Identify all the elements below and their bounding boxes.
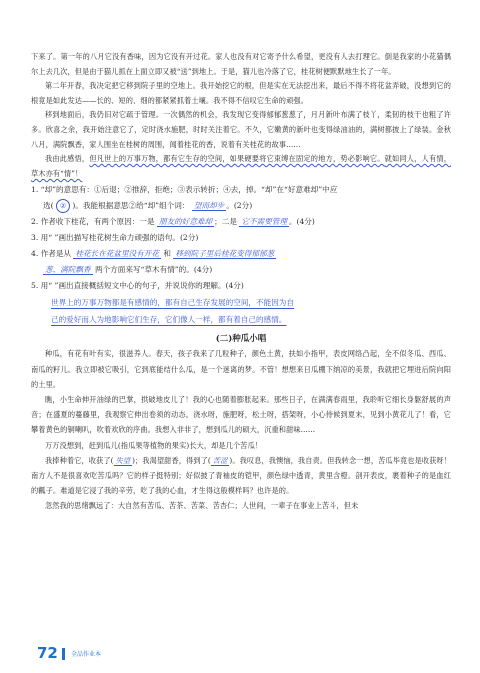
question-2-text: 作者收下桂花，有两个原因：一是 [40, 217, 155, 227]
question-1-text: “却”的意思有：①后退；②推辞，拒绝；③表示转折；④去，掉。“却”在“好意难却”中应 [40, 185, 338, 195]
question-2-mid: ；二是 [214, 217, 237, 227]
passage2-paragraph-3: 万万没想到，赶到瓜儿(指瓜果等植物的果实)长大，却是几个苦瓜！ [45, 440, 263, 450]
question-4-answer-2[interactable]: 移到院子里后桂花变得郁郁葱 [175, 249, 275, 259]
passage1-paragraph-3: 移到地面后，我仍旧对它疏于管理。一次偶然的机会，我发现它变得郁郁葱葱了，月月新叶布满了枝丫，柔韧的枝干也粗了许多。欣喜之余，我开始注意它了，定时浇水施肥，时时关注着它。不久，它嫩黄的新叶也变得绿油油的，满树都披上了绿装。金秋八月，满院飘香，家人围坐在桂树的周围，闻着桂花的香，说着有关桂花的故事…… [31, 110, 451, 149]
page-content [31, 50, 451, 514]
question-3-text: 用“ ”画出描写桂花树生命力顽强的语句。(2分) [40, 233, 199, 243]
question-3 [31, 230, 451, 246]
footer-label: 全品作业本 [71, 651, 102, 658]
question-5-number: 5. [31, 281, 39, 291]
central-sentence-wavy: 但凡世上的万事万物，都有它生存的空间，如果硬要将它束缚在固定的地方，势必影响它。 [89, 154, 385, 164]
question-1-points: 。(2分) [226, 201, 253, 211]
question-5 [31, 278, 451, 294]
question-1-choice-suffix: )。我能根据意思②给“却”组个词： [72, 201, 190, 211]
passage2-answer-2[interactable]: 苦涩 [212, 455, 228, 465]
central-sentence-end: 就如同人，人有情，草木亦有“情”！ [31, 154, 451, 178]
question-5-answer-line-1[interactable]: 世界上的万事万物都是有感情的，都有自己生存发展的空间，不能因为自 [51, 298, 294, 308]
passage2-paragraph-2: 瞧，小生命伸开油绿的巴掌，拱破地皮儿了！我的心也随着膨胀起来。那些日子，在满满春雨里，我聆听它细长身躯舒展的声音；在盛夏的蔓藤里，我观察它伸出卷须的动态。浇水呀，施肥呀，松土呀，搭架呀，小心侍候到夏末，见到小黄花儿了！看，它攀着黄色的铜喇叭，吹着欢欣的序曲。我想入非非了，想到瓜儿的硕大，沉重和甜味…… [31, 394, 451, 435]
question-4-number: 4. [31, 249, 39, 259]
page-number: 72 [37, 644, 58, 662]
question-1-answer-word[interactable]: 望而却步 [193, 201, 225, 211]
question-5-answer-line-2[interactable]: 己的爱好而人为地影响它们生存，它们像人一样，都有着自己的感情。 [51, 315, 287, 325]
section-title: (二)种瓜小唱 [215, 334, 267, 345]
question-4-mid: 和 [163, 249, 172, 259]
question-2 [31, 214, 451, 230]
question-4 [31, 246, 451, 262]
question-4-text: 作者是从 [40, 249, 72, 259]
footer-divider [62, 648, 65, 660]
passage2-paragraph-4 [31, 453, 451, 499]
question-4-line2 [31, 262, 451, 278]
question-1-line2 [31, 198, 451, 214]
question-4-answer-1[interactable]: 桂花长在花盆里没有开花 [75, 249, 159, 259]
page-footer [0, 644, 480, 664]
passage2-answer-1[interactable]: 失望 [115, 455, 131, 465]
p4-intro: 我由此感悟， [45, 154, 90, 164]
question-1-answer-choice[interactable]: ② [56, 199, 70, 213]
question-1-number: 1. [31, 185, 39, 195]
passage1-paragraph-2-text: 第二年开春，我决定把它移到院子里的空地上。我开始挖它的根，但是实在无法挖出来，最后不得不将花盆弄破，没想到它的根竟是如此发达——长的、短的、细的都紧紧抓着土壤。我不得不信叹它生命的顽强。 [31, 81, 451, 105]
question-4-answer-2-cont[interactable]: 葱、满院飘香 [45, 265, 91, 275]
p4-part-c: )。我叹息，我懊恼，我自责。但我转念一想，苦瓜毕竟也是收获呀！南方人不是很喜欢吃苦瓜吗？它的样子挺特别；好似披了青袖皮的铠甲，颜色绿中透青，黄里含橙。剖开表皮，裹着种子的是血红的瓤子。难道是它浸了我的辛劳，吃了我的心血，才生得这般模样吗？也许是的。 [31, 455, 452, 496]
p4-part-a: 我捧种着它，收获了( [45, 455, 114, 465]
passage1-paragraph-1: 下来了。第一年的八月它没有香味，因为它没有开过花。家人也没有对它寄予什么希望，更没有人去打理它。倒是我家的小花猫偶尔上去几次，但是由于猫儿抓在上面立即又被“送”到地上。于是，猫儿也冷落了它，桂花树便默默地生长了一年。 [31, 52, 451, 76]
passage2-paragraph-1: 种瓜，有花有叶有实，很滋养人。春天，孩子我来了几粒种子，颜色土黄，扶如小指甲，表皮网络凸起，全不似冬瓜、西瓜、南瓜的籽儿。我立即被它吸引，它到底能结什么瓜，是一个迷离的梦。不管！想想来日瓜棚下纳凉的美景，我就把它埋进后院向阳的土里。 [31, 349, 451, 389]
question-1 [31, 182, 451, 198]
question-2-points: 。(4分) [288, 217, 315, 227]
passage1-paragraph-2 [31, 79, 451, 108]
question-4-points: 两个方面来写“草木有情”的。(4分) [94, 265, 213, 275]
question-1-choice-prefix: 选( [43, 201, 54, 211]
passage1-paragraph-4 [31, 152, 451, 181]
question-2-answer-2[interactable]: 它不需要管理 [241, 217, 287, 227]
passage2-paragraph-5: 忽然我的思绪飘远了：大自然有苦瓜、苦茶、苦菜、苦杏仁；人世间，一辈子在事业上苦斗，但未 [45, 501, 359, 511]
question-2-answer-1[interactable]: 朋友的好意难却 [159, 217, 213, 227]
p4-part-b: )；我渴望甜香，得到了( [132, 455, 211, 465]
question-2-number: 2. [31, 217, 39, 227]
question-5-text: 用“ ”画出直接概括短文中心的句子，并说说你的理解。(4分) [40, 281, 244, 291]
question-3-number: 3. [31, 233, 39, 243]
